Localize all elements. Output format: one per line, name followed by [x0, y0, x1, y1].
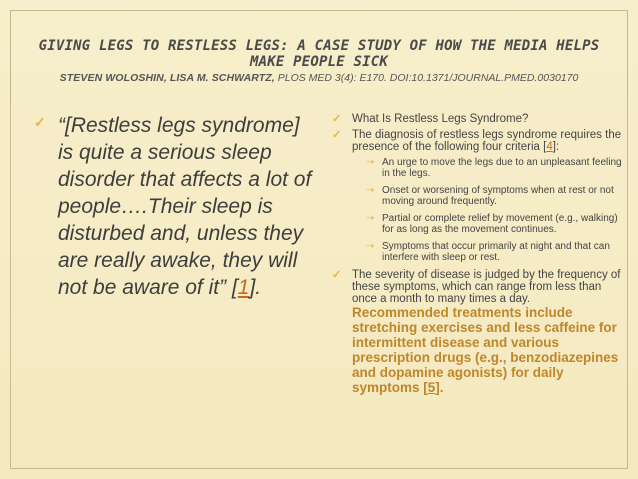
arrow-bullet-icon: ➝ [366, 185, 375, 196]
diagnosis-text: The diagnosis of restless legs syndrome requires the presence of the following four criteria [ [352, 129, 622, 153]
criteria-item [326, 185, 622, 207]
checkmark-icon: ✓ [332, 269, 342, 281]
arrow-bullet-icon: ➝ [366, 241, 375, 252]
list-item [326, 269, 622, 395]
ref-link-1[interactable]: 1 [237, 276, 250, 299]
treatment-text: Recommended treatments include stretching exercises and less caffeine for intermittent disease and various prescription drugs (e.g., benzodiazepines and dopamine agonists) for daily symptoms [ [352, 305, 619, 395]
quote-text: “[Restless legs syndrome] is quite a serious sleep disorder that affects a lot of people….Their sleep is disturbed and, unless they are really awake, they will not be aware of it” [ [58, 114, 312, 299]
criteria-text: Partial or complete relief by movement (e.g., walking) for as long as the movement continues. [382, 213, 618, 235]
criteria-text: An urge to move the legs due to an unpleasant feeling in the legs. [382, 157, 622, 179]
criteria-text: Onset or worsening of symptoms when at rest or not moving around frequently. [382, 185, 614, 207]
checkmark-icon: ✓ [34, 114, 46, 130]
author-names: STEVEN WOLOSHIN, LISA M. SCHWARTZ, [59, 72, 275, 84]
arrow-bullet-icon: ➝ [366, 213, 375, 224]
ref-link-4[interactable]: 4 [546, 141, 553, 153]
criteria-item [326, 241, 622, 263]
list-item [326, 129, 622, 153]
right-column [326, 113, 622, 399]
ref-link-5[interactable]: 5 [427, 380, 436, 395]
citation: PLOS MED 3(4): E170. DOI:10.1371/JOURNAL.PMED.0030170 [277, 72, 579, 84]
severity-text: The severity of disease is judged by the frequency of these symptoms, which can range from less than once a month to many times a day. [352, 269, 621, 305]
authors-line [20, 72, 618, 84]
arrow-bullet-icon: ➝ [366, 157, 375, 168]
section-heading: What Is Restless Legs Syndrome? [352, 113, 529, 125]
checkmark-icon: ✓ [332, 129, 342, 141]
diagnosis-end: ]: [552, 141, 560, 153]
criteria-item [326, 213, 622, 235]
slide-title: GIVING LEGS TO RESTLESS LEGS: A CASE STUDY OF HOW THE MEDIA HELPS MAKE PEOPLE SICK [38, 38, 600, 70]
list-item [326, 113, 622, 125]
criteria-item [326, 157, 622, 179]
treatment-end: ]. [435, 380, 444, 395]
checkmark-icon: ✓ [332, 113, 342, 125]
criteria-text: Symptoms that occur primarily at night and that can interfere with sleep or rest. [382, 241, 610, 263]
quote [58, 112, 314, 301]
quote-end: ]. [249, 276, 262, 299]
